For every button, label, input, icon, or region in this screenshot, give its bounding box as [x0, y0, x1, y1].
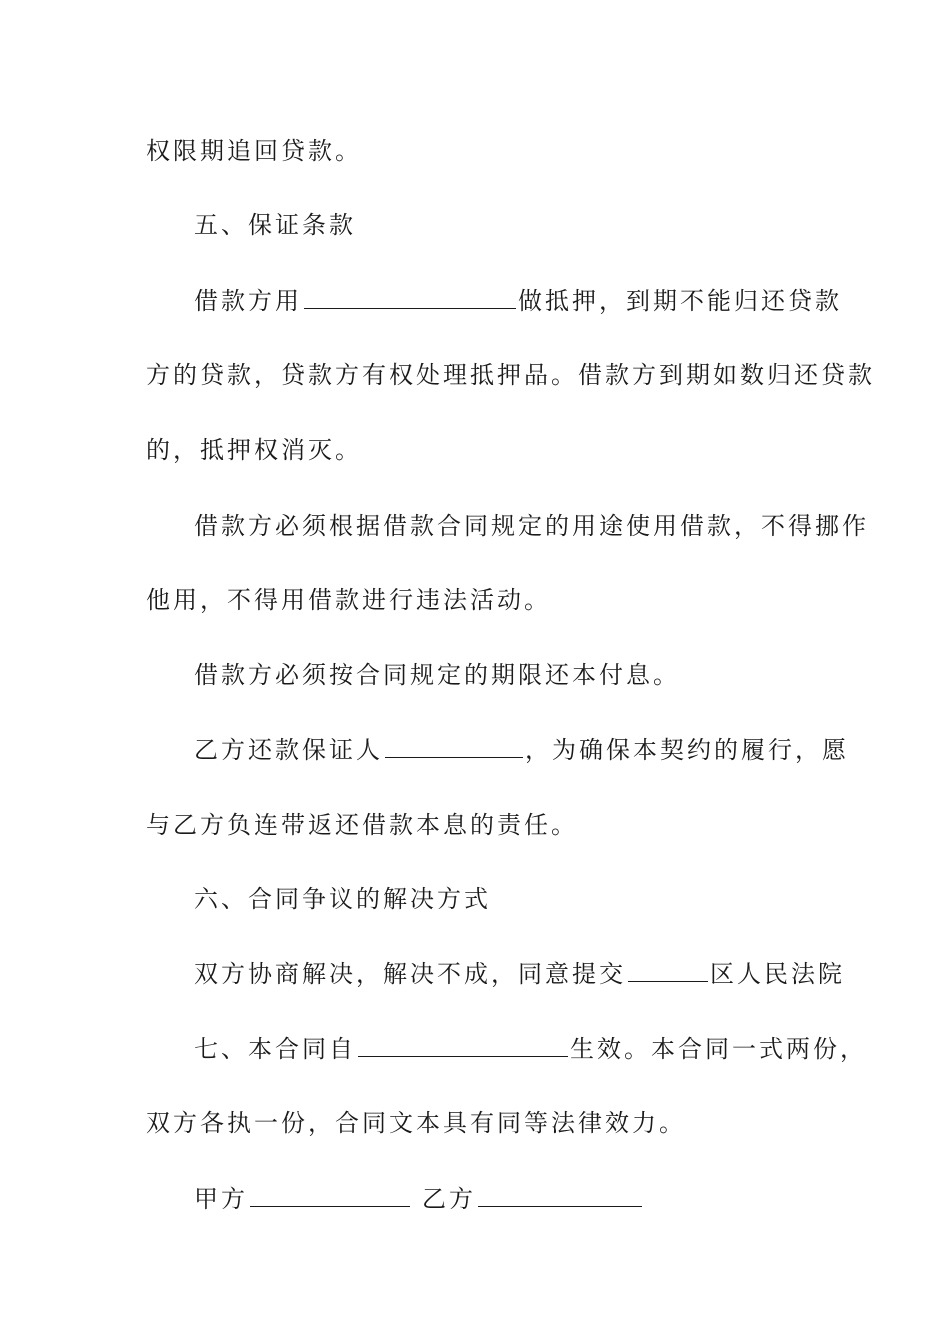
- text-segment: 乙方还款保证人: [194, 736, 383, 764]
- text-segment: 方的贷款，贷款方有权处理抵押品。借款方到期如数归还贷款: [146, 361, 875, 389]
- text-line: [146, 1108, 686, 1138]
- text-segment: 双方各执一份，合同文本具有同等法律效力。: [146, 1109, 686, 1137]
- fill-in-blank[interactable]: [358, 1036, 568, 1057]
- fill-in-blank[interactable]: [628, 961, 708, 982]
- text-line: [146, 136, 362, 166]
- text-segment: 双方协商解决，解决不成，同意提交: [194, 960, 626, 988]
- text-line: [194, 511, 869, 541]
- fill-in-blank[interactable]: [385, 737, 523, 758]
- text-segment: 六、合同争议的解决方式: [194, 885, 491, 913]
- text-segment: 与乙方负连带返还借款本息的责任。: [146, 811, 578, 839]
- text-line: [146, 360, 875, 390]
- text-segment: 的，抵押权消灭。: [146, 436, 362, 464]
- party-b-signature-blank[interactable]: [478, 1186, 642, 1207]
- text-segment: 他用，不得用借款进行违法活动。: [146, 586, 551, 614]
- party-a-signature-blank[interactable]: [250, 1186, 410, 1207]
- text-line: [194, 735, 849, 765]
- text-segment: 七、本合同自: [194, 1035, 356, 1063]
- text-segment: 区人民法院: [710, 960, 845, 988]
- text-segment: 生效。本合同一式两份，: [570, 1035, 867, 1063]
- text-line: [194, 286, 842, 316]
- text-segment: ，为确保本契约的履行，愿: [525, 736, 849, 764]
- text-segment: 借款方用: [194, 287, 302, 315]
- fill-in-blank[interactable]: [304, 288, 516, 309]
- signature-line: [194, 1184, 644, 1214]
- section-heading: [194, 210, 356, 240]
- text-line: [146, 435, 362, 465]
- text-line: [194, 959, 845, 989]
- text-segment: 借款方必须根据借款合同规定的用途使用借款，不得挪作: [194, 512, 869, 540]
- party-a-label: 甲方: [194, 1185, 248, 1213]
- text-segment: 借款方必须按合同规定的期限还本付息。: [194, 661, 680, 689]
- text-segment: 做抵押，到期不能归还贷款: [518, 287, 842, 315]
- text-line: [146, 585, 551, 615]
- text-segment: 权限期追回贷款。: [146, 137, 362, 165]
- text-line: [146, 810, 578, 840]
- party-b-label: 乙方: [422, 1185, 476, 1213]
- text-segment: 五、保证条款: [194, 211, 356, 239]
- section-heading: [194, 884, 491, 914]
- section-heading: [194, 1034, 867, 1064]
- text-line: [194, 660, 680, 690]
